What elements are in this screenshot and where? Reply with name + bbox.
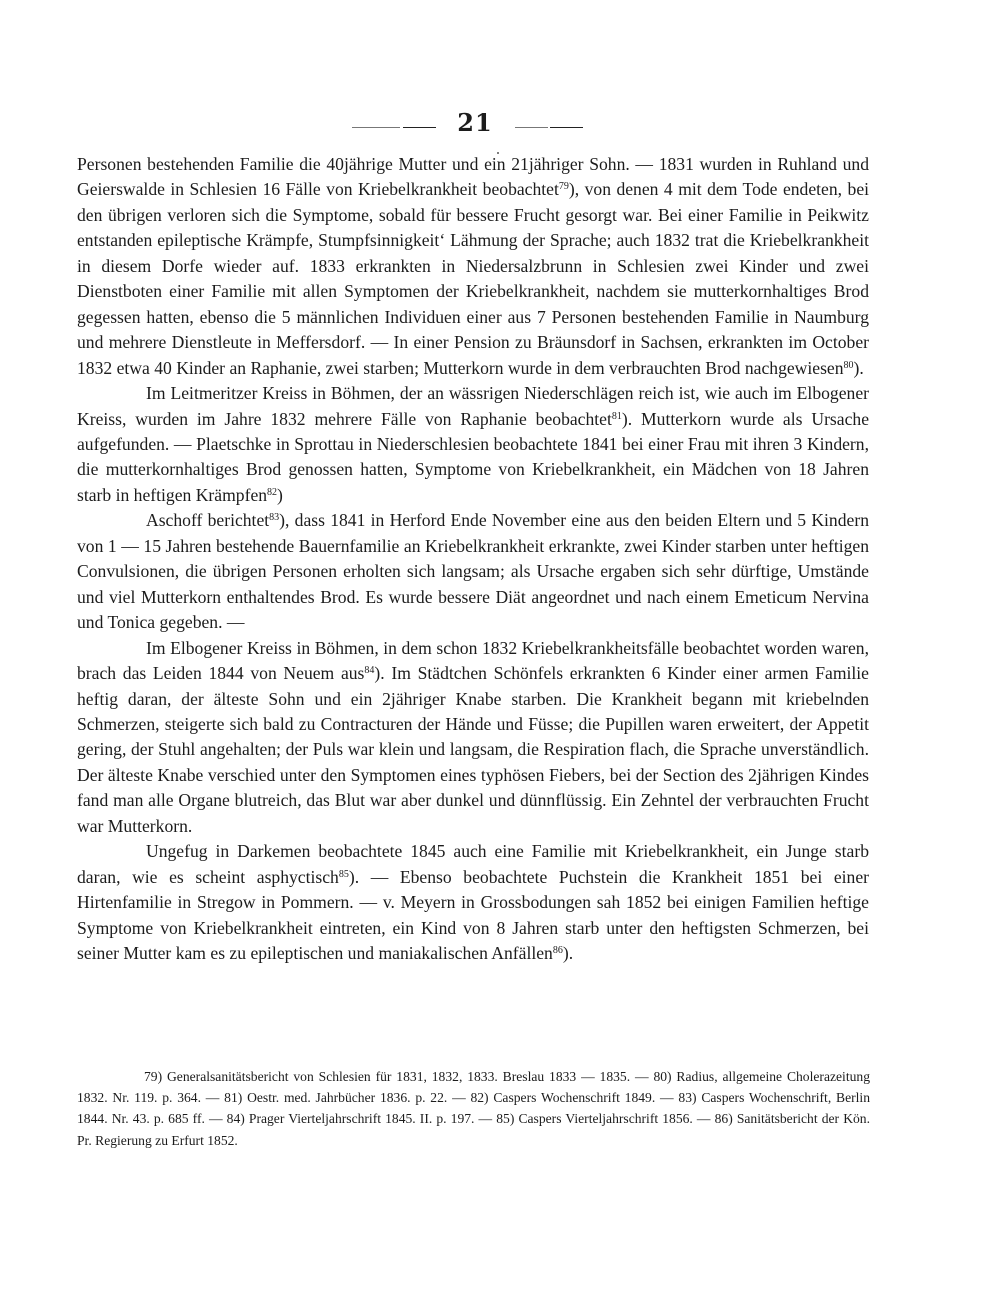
- text-run: ).: [853, 357, 864, 378]
- text-run: ), von denen 4 mit dem Tode endeten, bei den übrigen verloren sich die Symptome, sobald für bessere Frucht gesorgt war. Bei einer Familie in Peikwitz entstanden epileptische Krämpfe, Stumpfsinnigkeit‘ Lähmung der Sprache; auch 1832 trat die Kriebelkrankheit in diesem Dorfe wieder auf. 1833 erkrankten in Niedersalzbrunn in Schlesien zwei Kinder und zwei Dienstboten einer Familie mit allen Symptomen der Kriebelkrankheit, nachdem sie mutterkornhaltiges Brod gegessen hatten, ebenso die 5 männlichen Individuen einer aus 7 Personen bestehenden Familie in Naumburg und mehrere Dienstleute in Meffersdorf. — In einer Pension zu Bräunsdorf in Sachsen, erkrankten im October 1832 etwa 40 Kinder an Raphanie, zwei starben; Mutterkorn wurde in dem verbrauchten Brod nachgewiesen: [77, 179, 870, 378]
- text-run: Personen bestehenden Familie die 40jährige Mutter und ein 21jähriger Sohn. — 1831 wurden in Ruhland und Geierswalde in Schlesien 16 Fälle von Kriebelkrankheit beobachtet: [77, 154, 869, 200]
- text-run: Im Elbogener Kreiss in Böhmen, in dem schon 1832 Kriebelkrankheitsfälle beobachtet worden waren, brach das Leiden 1844 von Neuem aus: [77, 637, 869, 684]
- text-run: Ungefug in Darkemen beobachtete 1845 auch eine Familie mit Kriebelkrankheit, ein Junge starb daran, wie es scheint asphyctisch: [77, 841, 869, 887]
- paragraph: [77, 152, 869, 381]
- header-rule-right: [550, 127, 583, 128]
- header-rule-right-light: [515, 127, 548, 128]
- footnote-ref: 83: [269, 512, 280, 524]
- text-run: Im Leitmeritzer Kreiss in Böhmen, der an wässrigen Niederschlägen reich ist, wie auch im Elbogener Kreiss, wurden im Jahre 1832 mehrere Fälle von Raphanie beobachtet: [77, 383, 869, 429]
- footnote-ref: 80: [843, 359, 854, 371]
- footnote-text: 79) Generalsanitätsbericht von Schlesien für 1831, 1832, 1833. Breslau 1833 — 1835. — 80) Radius, allgemeine Cholerazeitung 1832. Nr. 119. p. 364. — 81) Oestr. med. Jahrbücher 1836. p. 22. — 82) Caspers Wochenschrift 1849. — 83) Caspers Wochenschrift, Berlin 1844. Nr. 43. p. 685 ff. — 84) Prager Vierteljahrschrift 1845. II. p. 197. — 85) Caspers Vierteljahrschrift 1856. — 86) Sanitätsbericht der Kön. Pr. Regierung zu Erfurt 1852.: [77, 1069, 870, 1148]
- footnote-ref: 82: [267, 486, 278, 498]
- text-run: Aschoff berichtet: [146, 510, 270, 531]
- header-rule-left-light: [352, 127, 400, 128]
- footnote-ref: 85: [338, 868, 349, 880]
- text-run: ). Mutterkorn wurde als Ursache aufgefunden. — Plaetschke in Sprottau in Niederschlesien beobachtete 1841 bei einer Frau mit ihren 3 Kindern, die mutterkornhaltiges Brod genossen hatten, Symptome von Kriebelkrankheit, ein Mädchen von 18 Jahren starb in heftigen Krämpfen: [77, 408, 870, 505]
- footnote-ref: 84: [364, 665, 375, 677]
- paragraph: [77, 636, 869, 840]
- paragraph: [77, 508, 869, 635]
- paragraph: [77, 381, 869, 508]
- footnote-ref: 81: [611, 410, 622, 422]
- text-run: ). Im Städtchen Schönfels erkrankten 6 Kinder einer armen Familie heftig daran, der älteste Sohn und ein 2jähriger Knabe starben. Die Krankheit begann mit kriebelnden Schmerzen, steigerte sich bald zu Contracturen der Hände und Füsse; die Pupillen waren erweitert, der Appetit gering, der Stuhl angehalten; der Puls war klein und langsam, die Respiration flach, die Sprache unverständlich. Der älteste Knabe verschied unter den Symptomen eines typhösen Fiebers, bei der Section des 2jährigen Kindes fand man alle Organe blutreich, das Blut war aber dunkel und dünnflüssig. Ein Zehntel der verbrauchten Frucht war Mutterkorn.: [77, 663, 869, 836]
- text-run: ): [277, 484, 283, 505]
- header-rule-left: [403, 127, 436, 128]
- page-header: [0, 108, 1000, 144]
- footnote-ref: 86: [552, 945, 563, 957]
- text-run: ), dass 1841 in Herford Ende November eine aus den beiden Eltern und 5 Kindern von 1 — 15 Jahren bestehende Bauernfamilie an Kriebelkrankheit erkrankte, zwei Kinder starben unter heftigen Convulsionen, die übrigen Personen erholten sich langsam; als Ursache ergaben sich sehr dürftige, Umstände und viel Mutterkorn enthaltendes Brod. Es wurde bessere Diät angeordnet und nach einem Emeticum Nervina und Tonica gegeben. —: [77, 510, 869, 633]
- footnotes: [77, 1066, 870, 1151]
- paragraph: [77, 839, 869, 966]
- body-text: [77, 152, 869, 967]
- page-number: 21: [457, 108, 493, 137]
- text-run: ).: [562, 943, 574, 964]
- text-run: ). — Ebenso beobachtete Puchstein die Krankheit 1851 bei einer Hirtenfamilie in Stregow in Pommern. — v. Meyern in Grossbodungen sah 1852 bei einigen Familien heftige Symptome von Kriebelkrankheit eintreten, ein Kind von 8 Jahren starb unter den heftigsten Schmerzen, bei seiner Mutter kam es zu epileptischen und maniakalischen Anfällen: [77, 866, 869, 964]
- footnote-ref: 79: [558, 181, 569, 193]
